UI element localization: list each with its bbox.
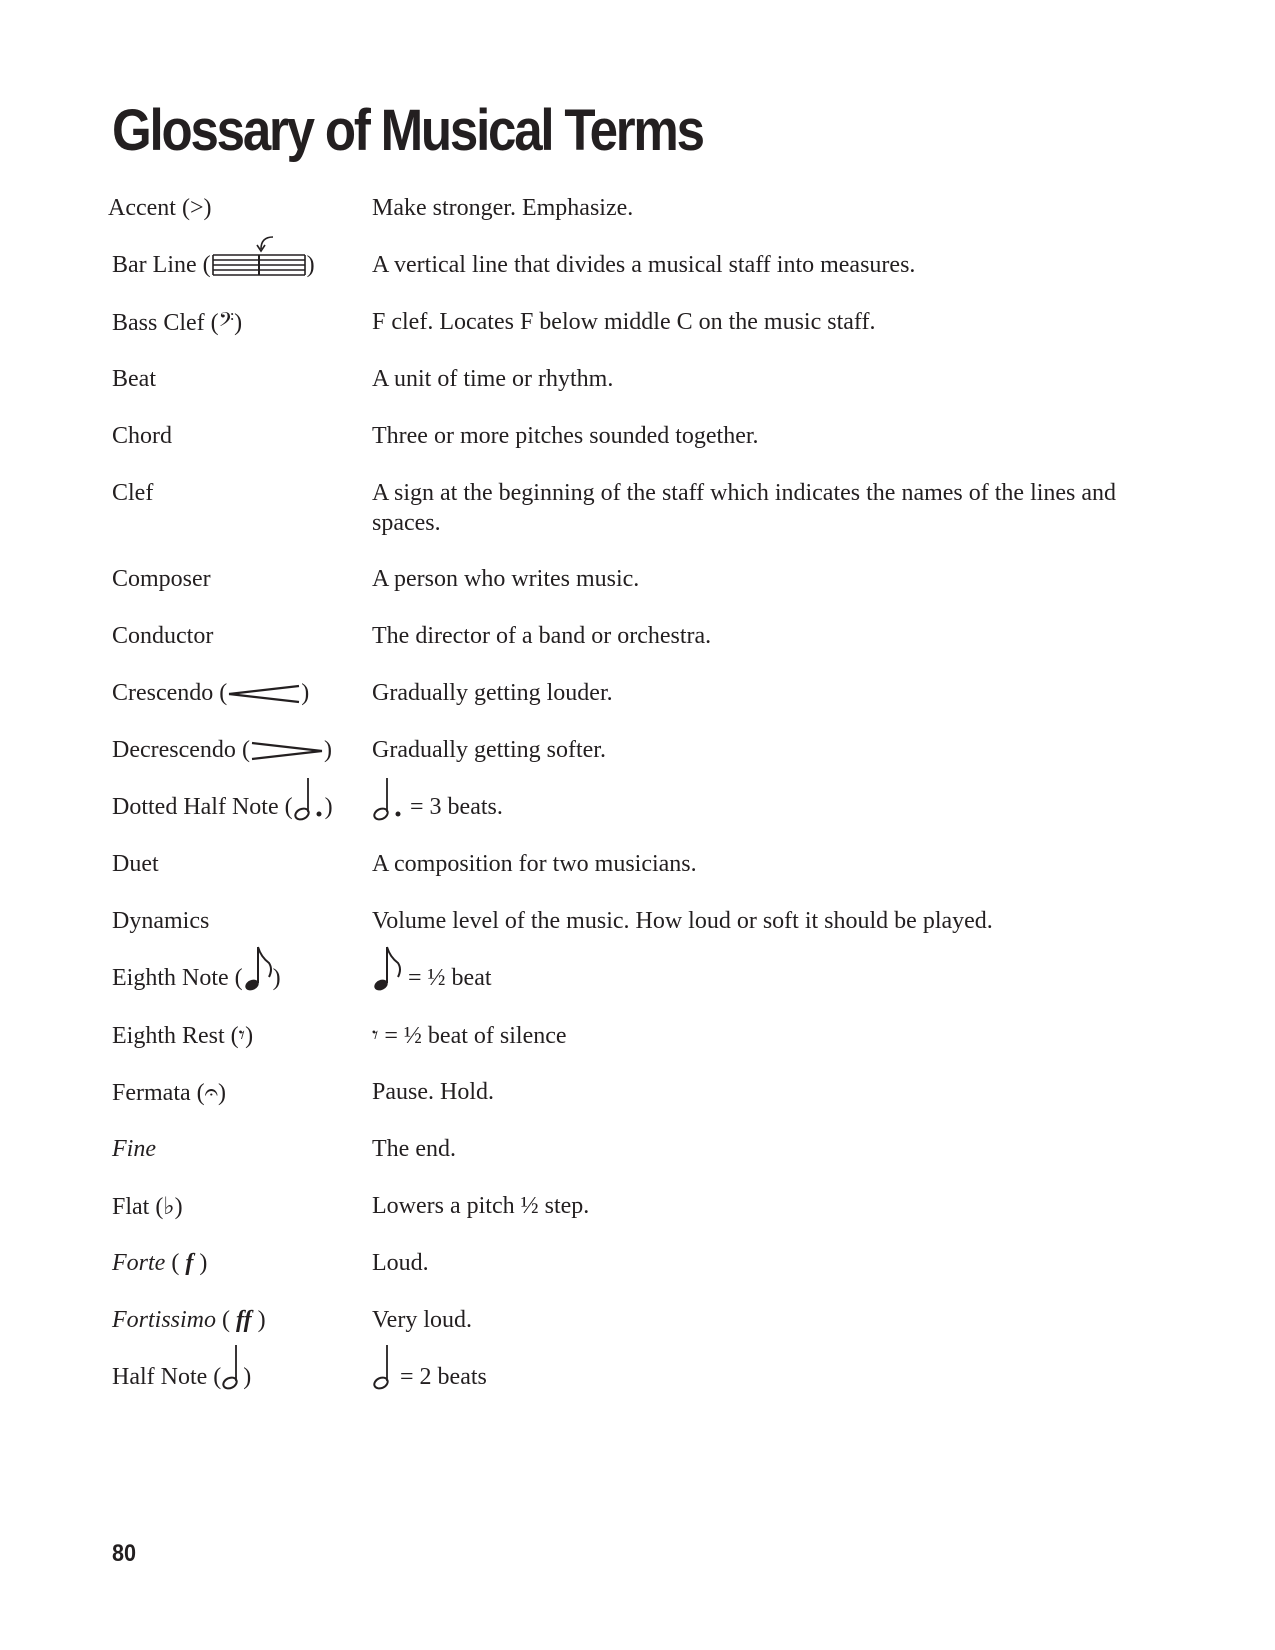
fortissimo-symbol: ff — [236, 1307, 252, 1333]
definition-chord: Three or more pitches sounded together. — [372, 423, 759, 449]
definition-bar-line: A vertical line that divides a musical staff into measures. — [372, 252, 916, 278]
definition-accent: Make stronger. Emphasize. — [372, 195, 634, 221]
term-conductor: Conductor — [112, 623, 214, 649]
definition-fortissimo: Very loud. — [372, 1307, 472, 1333]
eighth-rest-icon: 𝄾 — [372, 1021, 379, 1049]
definition-clef: A sign at the beginning of the staff which indicates the names of the lines and spaces. — [372, 480, 1117, 536]
definition-beat: A unit of time or rhythm. — [372, 366, 614, 392]
definition-eighth-rest: 𝄾 = ½ beat of silence — [372, 1021, 567, 1049]
term-composer: Composer — [112, 566, 211, 592]
definition-dotted-half-note: = 3 beats. — [372, 792, 1152, 822]
definition-composer: A person who writes music. — [372, 566, 640, 592]
term-dotted-half-note: Dotted Half Note ( ) — [112, 792, 333, 822]
definition-flat: Lowers a pitch ½ step. — [372, 1193, 590, 1219]
definition-conductor: The director of a band or orchestra. — [372, 623, 712, 649]
term-chord: Chord — [112, 423, 172, 449]
term-flat: Flat (♭) — [112, 1192, 183, 1220]
term-clef: Clef — [112, 480, 154, 506]
decrescendo-icon — [250, 741, 324, 761]
definition-crescendo: Gradually getting louder. — [372, 680, 613, 706]
term-forte: Forte ( f ) — [112, 1250, 208, 1276]
term-fortissimo: Fortissimo ( ff ) — [112, 1307, 266, 1333]
term-crescendo: Crescendo ( ) — [112, 680, 310, 706]
accent-symbol: > — [189, 195, 204, 221]
dotted-half-note-icon — [293, 794, 325, 822]
eighth-note-icon — [372, 965, 402, 993]
definition-decrescendo: Gradually getting softer. — [372, 737, 606, 763]
definition-bass-clef: F clef. Locates F below middle C on the music staff. — [372, 309, 876, 335]
page-number: 80 — [112, 1540, 137, 1567]
definition-fine: The end. — [372, 1136, 456, 1162]
definition-forte: Loud. — [372, 1250, 429, 1276]
forte-symbol: f — [185, 1250, 194, 1276]
fermata-icon: 𝄐 — [204, 1078, 218, 1106]
term-eighth-note: Eighth Note ( ) — [112, 963, 281, 993]
eighth-rest-icon: 𝄾 — [238, 1021, 246, 1049]
term-beat: Beat — [112, 366, 156, 392]
definition-half-note: = 2 beats — [372, 1362, 1152, 1392]
flat-icon: ♭ — [163, 1192, 175, 1220]
term-fine: Fine — [112, 1136, 156, 1162]
term-accent: Accent (>) — [108, 195, 212, 221]
term-bar-line: Bar Line ( ) — [112, 250, 315, 280]
term-bass-clef: Bass Clef (𝄢) — [112, 308, 243, 336]
term-fermata: Fermata (𝄐) — [112, 1078, 226, 1106]
bass-clef-icon: 𝄢 — [218, 308, 235, 336]
definition-eighth-note: = ½ beat — [372, 963, 1152, 993]
page-title: Glossary of Musical Terms — [112, 98, 703, 163]
term-eighth-rest: Eighth Rest (𝄾) — [112, 1021, 254, 1049]
bar-line-icon — [211, 253, 307, 279]
dotted-half-note-icon — [372, 794, 404, 822]
term-duet: Duet — [112, 851, 159, 877]
half-note-icon — [221, 1365, 243, 1391]
term-dynamics: Dynamics — [112, 908, 210, 934]
definition-duet: A composition for two musicians. — [372, 851, 697, 877]
term-decrescendo: Decrescendo ( ) — [112, 737, 332, 763]
definition-fermata: Pause. Hold. — [372, 1079, 494, 1105]
half-note-icon — [372, 1365, 394, 1391]
crescendo-icon — [227, 684, 301, 704]
term-half-note: Half Note ( ) — [112, 1364, 252, 1390]
definition-dynamics: Volume level of the music. How loud or soft it should be played. — [372, 908, 993, 934]
eighth-note-icon — [243, 965, 273, 993]
